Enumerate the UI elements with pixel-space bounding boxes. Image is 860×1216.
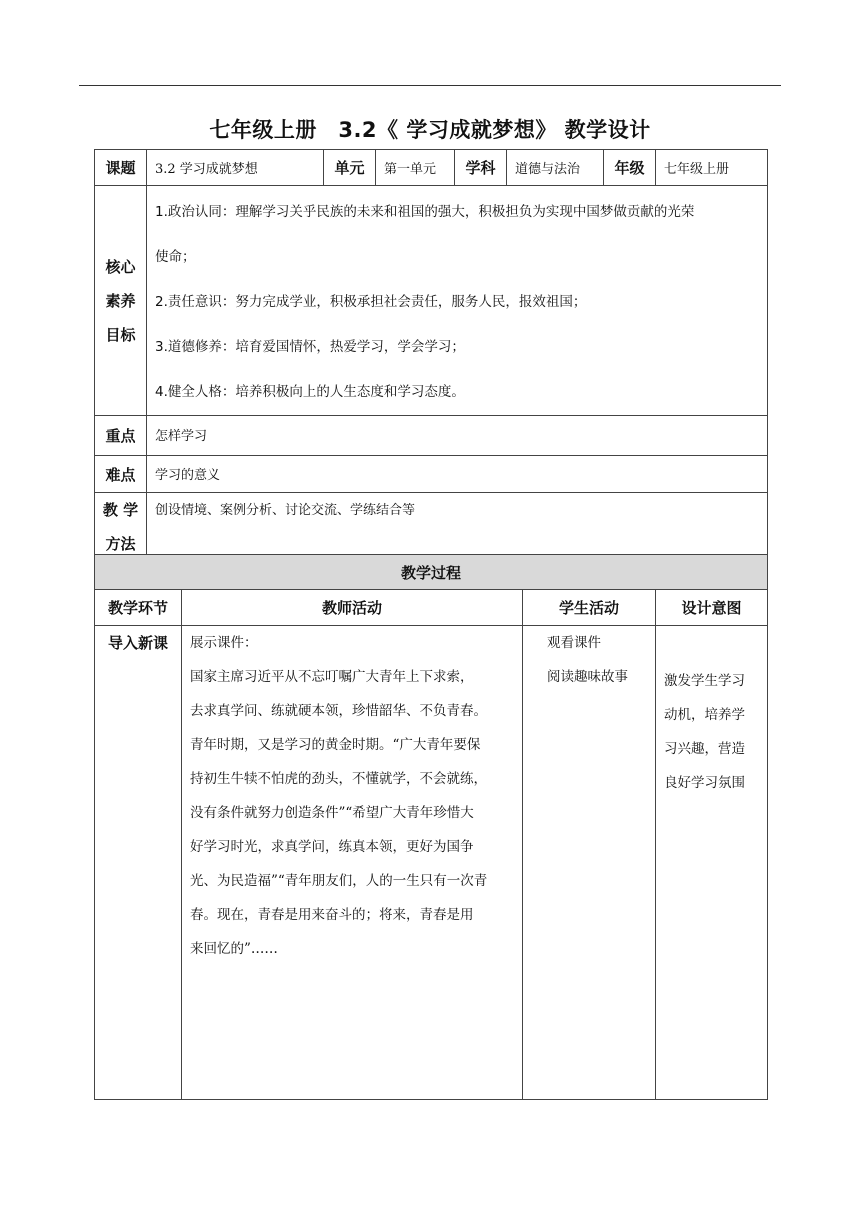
- method-value: 创设情境、案例分析、讨论交流、学练结合等: [147, 493, 768, 562]
- core-goals-text: 1.政治认同：理解学习关乎民族的未来和祖国的强大，积极担负为实现中国梦做贡献的光荣 使命； 2.责任意识：努力完成学业，积极承担社会责任，服务人民，报效祖国； 3.道德修养：培育爱国情怀，热爱学习，学会学习； 4.健全人格：培养积极向上的人生态度和学习态度。: [147, 186, 768, 416]
- unit-label: 单元: [324, 150, 376, 186]
- key-point-row: [95, 416, 768, 456]
- header-rule: [79, 85, 781, 86]
- method-row: [95, 493, 768, 562]
- info-row: [95, 150, 768, 186]
- col-teacher: 教师活动: [182, 590, 523, 626]
- subject-value: 道德与法治: [507, 150, 604, 186]
- intro-row: [95, 626, 768, 1100]
- key-point-label: 重点: [95, 416, 147, 456]
- core-goals-row: [95, 186, 768, 416]
- unit-value: 第一单元: [376, 150, 455, 186]
- subject-label: 学科: [455, 150, 507, 186]
- info-table: [94, 149, 768, 562]
- student-activity-cell: 观看课件 阅读趣味故事: [523, 626, 656, 1100]
- difficulty-value: 学习的意义: [147, 456, 768, 493]
- stage-cell: 导入新课: [95, 626, 182, 1100]
- process-header: 教学过程: [95, 555, 768, 590]
- grade-label: 年级: [604, 150, 656, 186]
- topic-value: 3.2 学习成就梦想: [147, 150, 324, 186]
- teacher-activity-cell: 展示课件： 国家主席习近平从不忘叮嘱广大青年上下求索， 去求真学问、练就硬本领，珍惜韶华、不负青春。 青年时期，又是学习的黄金时期。“广大青年要保 持初生牛犊不怕虎的劲头，不懂就学，不会就练， 没有条件就努力创造条件”“希望广大青年珍惜大 好学习时光，求真学问，练真本领，更好为国争 光、为民造福”“青年朋友们，人的一生只有一次青 春。现在，青春是用来奋斗的；将来，青春是用 来回忆的”……: [182, 626, 523, 1100]
- col-student: 学生活动: [523, 590, 656, 626]
- difficulty-row: [95, 456, 768, 493]
- process-header-row: [95, 555, 768, 590]
- page-title: 七年级上册 3.2《 学习成就梦想》 教学设计: [209, 118, 651, 142]
- core-goals-label: 核心 素养 目标: [95, 186, 147, 416]
- grade-value: 七年级上册: [656, 150, 768, 186]
- col-stage: 教学环节: [95, 590, 182, 626]
- method-label: 教 学 方法: [95, 493, 147, 562]
- difficulty-label: 难点: [95, 456, 147, 493]
- key-point-value: 怎样学习: [147, 416, 768, 456]
- col-intent: 设计意图: [656, 590, 768, 626]
- design-intent-cell: 激发学生学习 动机，培养学 习兴趣，营造 良好学习氛围: [656, 626, 768, 1100]
- process-table: [94, 554, 768, 1100]
- process-columns-row: [95, 590, 768, 626]
- topic-label: 课题: [95, 150, 147, 186]
